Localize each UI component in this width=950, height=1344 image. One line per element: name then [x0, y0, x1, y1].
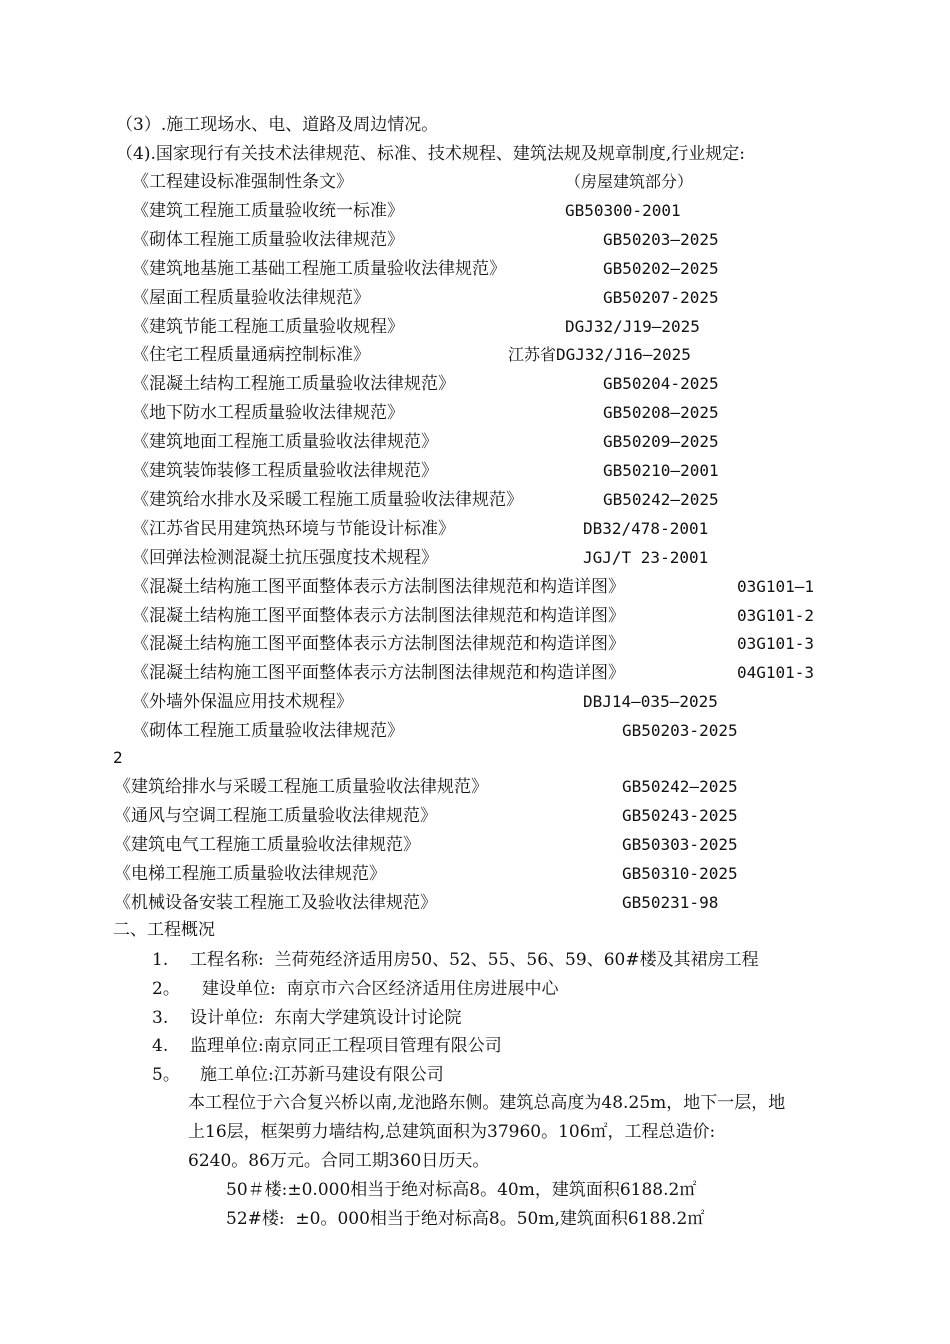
standard-code: GB50310-2025 [622, 863, 738, 883]
standard-name: 《建筑地面工程施工质量验收法律规范》 [132, 432, 438, 453]
standard-name: 《外墙外保温应用技术规程》 [132, 692, 353, 713]
standard-name: 《建筑电气工程施工质量验收法律规范》 [114, 834, 420, 855]
standard-code: GB50303-2025 [622, 834, 738, 854]
standard-code: 03G101-3 [737, 634, 815, 654]
standard-code: GB50204-2025 [603, 374, 719, 394]
overview-item-number: 5。 [152, 1065, 180, 1086]
standard-name: 《机械设备安装工程施工及验收法律规范》 [114, 892, 437, 913]
standard-row [114, 777, 874, 797]
page-number: 2 [113, 748, 123, 767]
standard-code: 04G101-3 [737, 663, 815, 683]
standard-code: JGJ/T 23-2001 [583, 547, 709, 567]
standard-name: 《江苏省民用建筑热环境与节能设计标准》 [132, 518, 455, 539]
standard-row [132, 230, 892, 250]
standard-name: 《混凝土结构施工图平面整体表示方法制图法律规范和构造详图》 [132, 605, 625, 626]
building-50-elevation: 50＃楼:±0.000相当于绝对标高8。40m，建筑面积6188.2㎡ [226, 1180, 697, 1200]
standard-name: 《地下防水工程质量验收法律规范》 [132, 403, 404, 424]
standard-code: GB50231-98 [622, 892, 719, 912]
standard-row [132, 345, 892, 365]
standard-row [132, 490, 892, 510]
standard-row [132, 634, 892, 654]
standard-name: 《屋面工程质量验收法律规范》 [132, 287, 370, 308]
overview-item-number: 4. [152, 1036, 169, 1057]
overview-item-number: 2。 [152, 978, 180, 999]
standard-name: 《砌体工程施工质量验收法律规范》 [132, 721, 404, 742]
standard-code: GB50207-2025 [603, 287, 719, 307]
standard-code: GB50300-2001 [565, 200, 681, 220]
standard-name: 《混凝土结构施工图平面整体表示方法制图法律规范和构造详图》 [132, 576, 625, 597]
overview-item-text: 监理单位:南京同正工程项目管理有限公司 [190, 1036, 502, 1057]
standard-name: 《建筑给排水与采暖工程施工质量验收法律规范》 [114, 777, 488, 797]
standard-row [132, 606, 892, 626]
standard-name: 《住宅工程质量通病控制标准》 [132, 345, 370, 366]
standard-row [132, 548, 892, 568]
standard-row [114, 864, 874, 884]
standard-name: 《建筑装饰装修工程质量验收法律规范》 [132, 461, 438, 481]
standard-name: 《建筑节能工程施工质量验收规程》 [132, 316, 404, 337]
standard-row [132, 692, 892, 712]
standard-code: 03G101—1 [737, 576, 815, 596]
standard-code: GB50208—2025 [603, 403, 719, 423]
item-3-text: （3）.施工现场水、电、道路及周边情况。 [116, 115, 439, 135]
standard-code: （房屋建筑部分） [565, 172, 694, 191]
standard-row [132, 663, 892, 683]
standard-code: GB50203—2025 [603, 229, 719, 249]
standard-name: 《建筑地基施工基础工程施工质量验收法律规范》 [132, 258, 506, 279]
overview-paragraph-line-2: 上16层，框架剪力墙结构,总建筑面积为37960。106㎡，工程总造价: [188, 1122, 716, 1142]
standard-row [132, 403, 892, 423]
overview-item-text: 工程名称: 兰荷苑经济适用房50、52、55、56、59、60#楼及其裙房工程 [190, 950, 759, 970]
standard-code: 03G101-2 [737, 605, 815, 625]
standard-code: GB50243-2025 [622, 805, 738, 825]
standard-name: 《建筑工程施工质量验收统一标准》 [132, 200, 404, 221]
standard-name: 《砌体工程施工质量验收法律规范》 [132, 229, 404, 250]
standard-code: GB50242—2025 [622, 777, 738, 796]
item-4-text: （4).国家现行有关技术法律规范、标准、技术规程、建筑法规及规章制度,行业规定: [116, 144, 745, 164]
standard-name: 《回弹法检测混凝土抗压强度技术规程》 [132, 547, 438, 568]
standard-row [132, 201, 892, 221]
overview-paragraph-line-1: 本工程位于六合复兴桥以南,龙池路东侧。建筑总高度为48.25m，地下一层，地 [188, 1093, 786, 1113]
standard-name: 《混凝土结构工程施工质量验收法律规范》 [132, 374, 455, 395]
standard-code: GB50203-2025 [622, 721, 738, 741]
standard-row [132, 432, 892, 452]
standard-name: 《混凝土结构施工图平面整体表示方法制图法律规范和构造详图》 [132, 634, 625, 655]
standard-row [132, 461, 892, 481]
standard-row [114, 893, 874, 913]
standard-name: 《建筑给水排水及采暖工程施工质量验收法律规范》 [132, 489, 523, 510]
standard-code: DGJ32/J19—2025 [565, 316, 700, 336]
overview-paragraph-line-3: 6240。86万元。合同工期360日历天。 [188, 1151, 490, 1171]
overview-item-number: 3. [152, 1007, 169, 1028]
standard-row [132, 577, 892, 597]
overview-item-text: 设计单位: 东南大学建筑设计讨论院 [190, 1007, 462, 1028]
standard-code: GB50242—2025 [603, 489, 719, 509]
overview-item-text: 施工单位:江苏新马建设有限公司 [200, 1065, 444, 1086]
standard-code: GB50210—2001 [603, 461, 719, 480]
overview-item-number: 1. [152, 950, 169, 970]
building-52-elevation: 52#楼: ±0。000相当于绝对标高8。50m,建筑面积6188.2㎡ [226, 1209, 705, 1229]
standard-row [132, 721, 892, 741]
section-heading: 二、工程概况 [113, 920, 215, 940]
standard-code: DBJ14—035—2025 [583, 692, 718, 712]
standard-name: 《电梯工程施工质量验收法律规范》 [114, 863, 386, 884]
standard-row [114, 806, 874, 826]
standard-name: 《通风与空调工程施工质量验收法律规范》 [114, 805, 437, 826]
standard-row [114, 835, 874, 855]
overview-item-text: 建设单位: 南京市六合区经济适用住房进展中心 [202, 978, 559, 999]
standard-name: 《混凝土结构施工图平面整体表示方法制图法律规范和构造详图》 [132, 663, 625, 684]
standard-row [132, 259, 892, 279]
standard-code: GB50202—2025 [603, 258, 719, 278]
standard-code: GB50209—2025 [603, 432, 719, 452]
standard-code: DB32/478-2001 [583, 518, 709, 538]
standard-row [132, 172, 892, 192]
standard-row [132, 519, 892, 539]
standard-row [132, 317, 892, 337]
standard-name: 《工程建设标准强制性条文》 [132, 172, 353, 192]
standard-code: 江苏省DGJ32/J16—2025 [508, 345, 691, 365]
standard-row [132, 288, 892, 308]
standard-row [132, 374, 892, 394]
